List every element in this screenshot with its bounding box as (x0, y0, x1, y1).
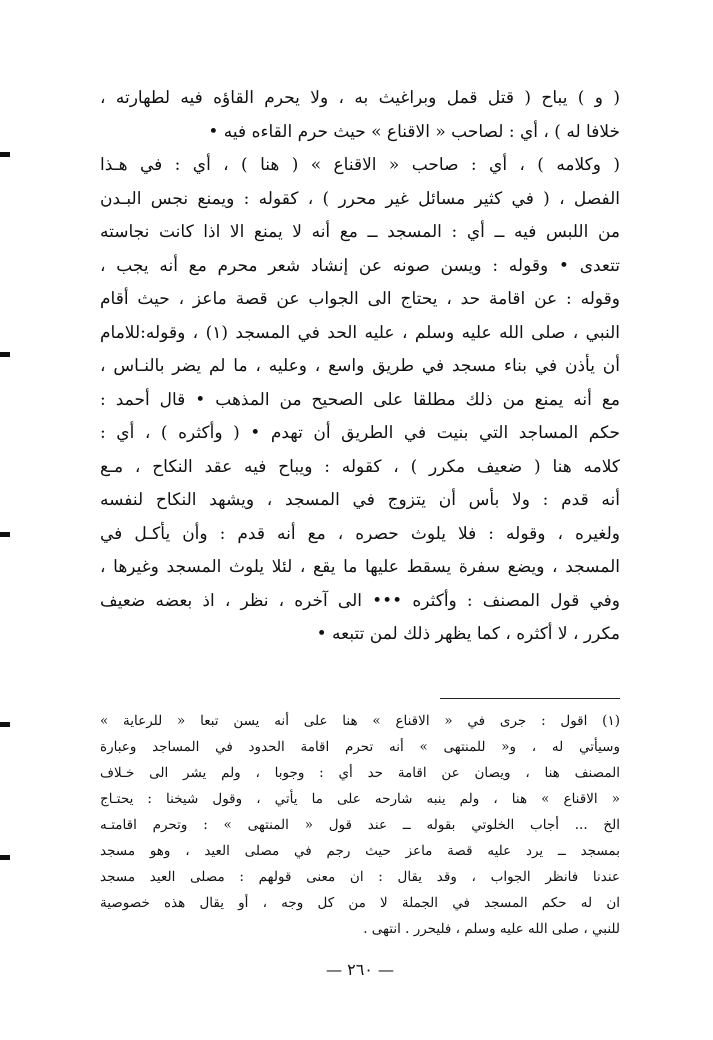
main-text-line: حكم المساجد التي بنيت في الطريق أن تهدم • ( وأكثره ) ، أي : (100, 423, 620, 443)
main-text-line: مع أنه يمنع من ذلك مطلقا على الصحيح من المذهب • قال أحمد : (100, 389, 620, 410)
footnote-line: بمسجد ــ يرد عليه قصة ماعز حيث رجم في مصلى العيد ، وهو مسجد (100, 843, 620, 859)
main-text-line: خلافا له ) ، أي : لصاحب « الاقناع » حيث حرم القاءه فيه • (208, 121, 620, 142)
main-text-line: تتعدى • وقوله : ويسن صونه عن إنشاد شعر محرم مع أنه يجب ، (100, 255, 620, 276)
left-edge-mark (0, 532, 10, 537)
footnote-line: « الاقناع » هنا ، ولم ينبه شارحه على ما يأتي ، وقول شيخنا : يحتـاج (100, 791, 620, 807)
main-text-line: المسجد ، ويضع سفرة يسقط عليها ما يقع ، لئلا يلوث المسجد وغيرها ، (100, 557, 620, 577)
footnote-line: ان له حكم المسجد في الجملة لا من كل وجه ، أو يقال هذه خصوصية (100, 895, 620, 911)
footnote-separator (440, 698, 620, 699)
main-text-line: الفصل ، ( في كثير مسائل غير محرر ) ، كقوله : ويمنع نجس البـدن (100, 188, 620, 209)
main-text-line: ( و ) يباح ( قتل قمل وبراغيث به ، ولا يحرم القاؤه فيه لطهارته ، (100, 88, 620, 108)
main-text-line: مكرر ، لا أكثره ، كما يظهر ذلك لمن تتبعه • (316, 624, 620, 644)
footnote-line: عندنا فانظر الجواب ، وقد يقال : ان معنى قولهم : مصلى العيد مسجد (100, 869, 620, 885)
main-text-line: وفي قول المصنف : وأكثره ••• الى آخره ، نظر ، اذ بعضه ضعيف (100, 590, 620, 611)
left-edge-mark (0, 152, 10, 157)
footnote-line: للنبي ، صلى الله عليه وسلم ، فليحرر . انتهى . (363, 921, 620, 937)
main-text-line: من اللبس فيه ــ أي : المسجد ــ مع أنه لا يمنع الا اذا كانت نجاسته (100, 222, 620, 242)
footnote-line: (١) اقول : جرى في « الاقناع » هنا على أنه يسن تبعا « للرعاية » (100, 713, 620, 729)
main-text-line: ( وكلامه ) ، أي : صاحب « الاقناع » ( هنا ) ، أي : في هـذا (100, 155, 620, 175)
main-text-line: وقوله : عن اقامة حد ، يحتاج الى الجواب عن قصة ماعز ، حيث أقام (100, 289, 620, 309)
main-text-line: أنه قدم : ولا بأس أن يتزوج في المسجد ، ويشهد النكاح لنفسه (100, 490, 620, 510)
main-text-block (100, 82, 620, 652)
footnote-line: الخ ... أجاب الخلوتي بقوله ــ عند قول « المنتهى » : وتحرم اقامتـه (100, 817, 620, 833)
main-text-line: النبي ، صلى الله عليه وسلم ، عليه الحد في المسجد (١) ، وقوله:للامام (100, 322, 620, 343)
main-text-line: كلامه هنا ( ضعيف مكرر ) ، كقوله : ويباح فيه عقد النكاح ، مـع (100, 456, 620, 477)
left-edge-mark (0, 722, 10, 727)
left-edge-mark (0, 352, 10, 357)
page-number: — ٢٦٠ — (326, 960, 394, 979)
footnote-block (100, 708, 620, 942)
footnote-line: المصنف هنا ، ويصان عن اقامة حد أي : وجوبا ، ولم يشر الى خـلاف (100, 765, 620, 781)
footnote-line: وسيأتي له ، و« للمنتهى » أنه تحرم اقامة الحدود في المساجد وعبارة (100, 739, 620, 755)
left-edge-mark (0, 855, 10, 860)
main-text-line: أن يأذن في بناء مسجد في طريق واسع ، وعليه ، ما لم يضر بالنـاس ، (100, 356, 620, 376)
main-text-line: ولغيره ، وقوله : فلا يلوث حصره ، مع أنه قدم : وأن يأكـل في (100, 523, 620, 544)
